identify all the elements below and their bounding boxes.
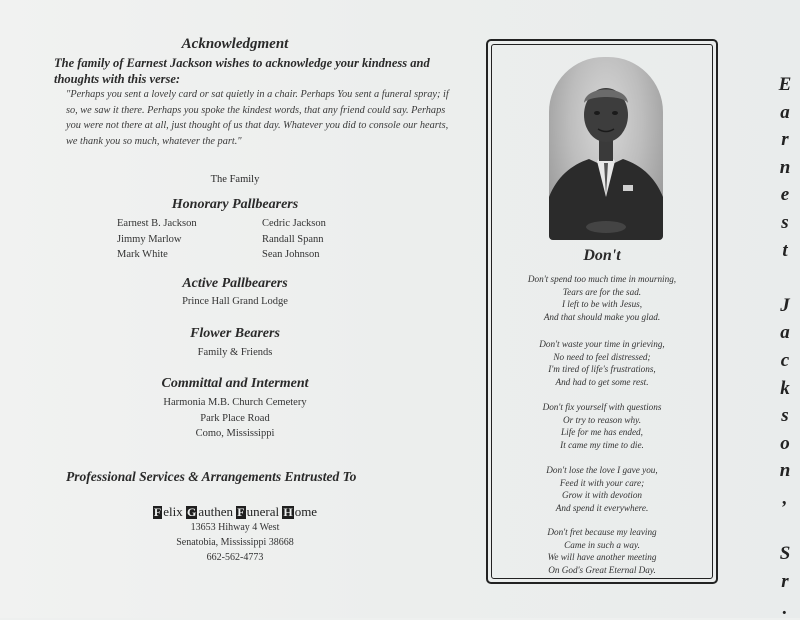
logo-word: H ome bbox=[283, 504, 318, 519]
poem-stanza bbox=[492, 401, 712, 451]
services-title: Professional Services & Arrangements Entrusted To bbox=[66, 469, 357, 484]
vertical-name-letter: r bbox=[781, 570, 789, 592]
address-line: 13653 Hihway 4 West bbox=[190, 522, 280, 533]
pallbearer-name: Earnest B. Jackson bbox=[117, 218, 197, 229]
interment-title: Committal and Interment bbox=[161, 376, 309, 391]
interment-lines bbox=[0, 395, 470, 442]
poem-line: And spend it everywhere. bbox=[555, 502, 649, 513]
flower-bearers-title: Flower Bearers bbox=[190, 326, 280, 341]
address-line: 662-562-4773 bbox=[206, 552, 264, 563]
interment-line: Park Place Road bbox=[200, 412, 270, 424]
poem-line: Feed it with your care; bbox=[559, 477, 645, 488]
poem-line: Came in such a way. bbox=[564, 539, 640, 550]
vertical-name-letter: , bbox=[782, 488, 788, 509]
funeral-home-logo bbox=[0, 504, 470, 520]
vertical-name-letter: S bbox=[779, 543, 791, 565]
acknowledgment-signature: The Family bbox=[210, 174, 260, 185]
poem-line: And had to get some rest. bbox=[555, 376, 649, 387]
logo-word: G authen bbox=[187, 504, 234, 519]
vertical-name-letter: o bbox=[780, 432, 790, 454]
acknowledgment-verse: "Perhaps you sent a lovely card or sat quietly in a chair. Perhaps You sent a funeral spray; if so, we saw it there. Perhaps you spoke the kindest words, that any friend could say. Perhaps you were not there at all, just thought of us that day. Whatever you did to console our hearts, we thank you so much, whatever the part." bbox=[66, 89, 449, 147]
vertical-name-letter: e bbox=[780, 184, 790, 206]
poem-stanza bbox=[492, 338, 712, 388]
poem-stanza bbox=[492, 526, 712, 576]
pallbearer-name: Cedric Jackson bbox=[262, 218, 326, 229]
active-pallbearers-title: Active Pallbearers bbox=[182, 276, 288, 291]
vertical-name-letter: s bbox=[781, 405, 789, 427]
active-pallbearers-text: Prince Hall Grand Lodge bbox=[182, 296, 288, 307]
poem-line: Life for me has ended, bbox=[561, 427, 643, 438]
vertical-name-letter: . bbox=[782, 598, 788, 620]
poem-line: No need to feel distressed; bbox=[553, 351, 651, 362]
funeral-home-address bbox=[0, 520, 470, 565]
poem-line: Tears are for the sad. bbox=[562, 286, 642, 297]
poem-card bbox=[486, 39, 718, 584]
poem-card-inner-border bbox=[491, 44, 713, 579]
pallbearer-name: Mark White bbox=[117, 249, 168, 260]
portrait-photo-icon bbox=[549, 57, 663, 240]
address-line: Senatobia, Mississippi 38668 bbox=[176, 537, 294, 548]
poem-line: Don't fret because my leaving bbox=[547, 527, 657, 537]
acknowledgment-intro: The family of Earnest Jackson wishes to acknowledge your kindness and thoughts with this verse: bbox=[54, 56, 430, 86]
vertical-name-letter: c bbox=[780, 350, 790, 371]
pallbearer-name: Jimmy Marlow bbox=[117, 233, 182, 245]
vertical-name-letter: E bbox=[778, 74, 792, 95]
honorary-pallbearers-right bbox=[262, 216, 326, 263]
honorary-pallbearers-left bbox=[117, 216, 197, 263]
acknowledgment-title: Acknowledgment bbox=[181, 36, 289, 52]
poem-line: Or try to reason why. bbox=[562, 414, 641, 425]
vertical-name-letter: J bbox=[780, 294, 790, 316]
poem-title: Don't bbox=[583, 247, 621, 264]
poem-line: I'm tired of life's frustrations, bbox=[548, 364, 656, 375]
honorary-pallbearers-title: Honorary Pallbearers bbox=[171, 197, 299, 212]
poem-stanza bbox=[492, 464, 712, 514]
poem-line: I left to be with Jesus, bbox=[561, 299, 643, 310]
pallbearer-name: Sean Johnson bbox=[262, 249, 320, 260]
vertical-name-letter: a bbox=[780, 101, 790, 123]
poem-line: And that should make you glad. bbox=[543, 311, 661, 322]
poem-line: Don't lose the love I gave you, bbox=[546, 465, 658, 475]
portrait-photo bbox=[549, 57, 663, 240]
logo-word: F uneral bbox=[237, 504, 280, 519]
poem-line: On God's Great Eternal Day. bbox=[548, 564, 656, 575]
vertical-name-letter: t bbox=[782, 239, 788, 261]
poem-line: We will have another meeting bbox=[547, 552, 657, 563]
interment-line: Harmonia M.B. Church Cemetery bbox=[163, 397, 307, 408]
poem-stanza bbox=[492, 273, 712, 323]
vertical-name-letter: n bbox=[779, 460, 791, 482]
poem-line: Don't spend too much time in mourning, bbox=[527, 274, 677, 284]
vertical-name-letter: r bbox=[781, 129, 789, 151]
poem-line: Don't waste your time in grieving, bbox=[539, 339, 665, 349]
vertical-name-letter: a bbox=[780, 322, 790, 344]
vertical-name-letter: n bbox=[779, 156, 791, 178]
pallbearer-name: Randall Spann bbox=[262, 233, 324, 245]
poem-line: Grow it with devotion bbox=[561, 490, 643, 501]
poem-line: Don't fix yourself with questions bbox=[542, 402, 662, 412]
interment-line: Como, Mississippi bbox=[195, 428, 275, 439]
poem-line: It came my time to die. bbox=[560, 439, 644, 450]
vertical-name-letter: k bbox=[780, 377, 790, 399]
logo-word: F elix bbox=[153, 504, 183, 519]
vertical-name-letter: s bbox=[781, 212, 789, 233]
flower-bearers-text: Family & Friends bbox=[197, 347, 273, 358]
